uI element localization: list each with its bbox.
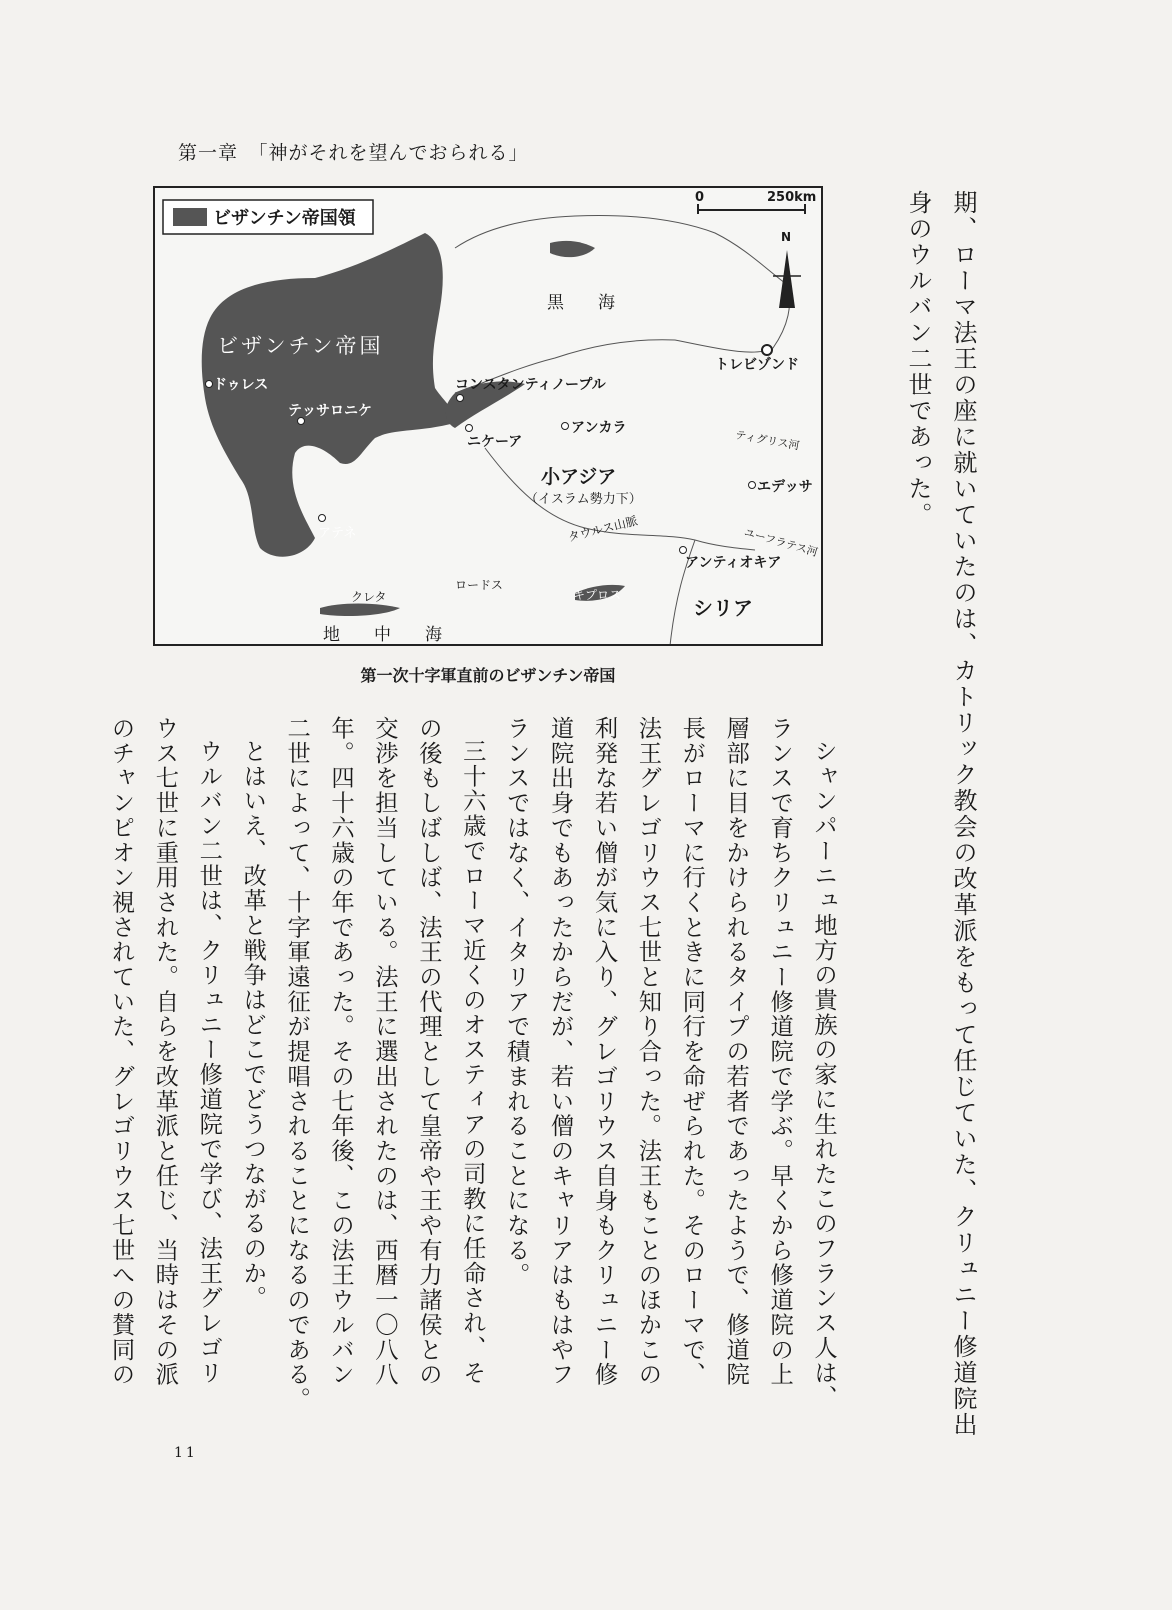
upper-line: 身のウルバン二世であった。 — [904, 190, 932, 528]
body-line: ウス七世に重用された。自らを改革派と任じ、当時はその派 — [151, 716, 179, 1387]
label-tigris: ティグリス河 — [734, 428, 801, 453]
body-line: 層部に目をかけられるタイプの若者であったようで、修道院 — [722, 716, 750, 1387]
label-taurus: タウルス山脈 — [566, 513, 640, 545]
label-edessa: エデッサ — [757, 479, 813, 495]
label-mediterranean: 地 中 海 — [323, 625, 442, 645]
figure-caption: 第一次十字軍直前のビザンチン帝国 — [360, 666, 616, 685]
body-line: 法王グレゴリウス七世と知り合った。法王もことのほかこの — [634, 716, 662, 1387]
body-line: 長がローマに行くときに同行を命ぜられた。そのローマで、 — [678, 716, 706, 1387]
label-trebizond: トレビゾンド — [715, 357, 799, 373]
body-line: 道院出身でもあったからだが、若い僧のキャリアはもはやフ — [546, 716, 574, 1387]
running-head: 第一章 「神がそれを望んでおられる」 — [178, 142, 529, 164]
label-syria: シリア — [693, 596, 753, 620]
label-athens: アテネ — [318, 526, 357, 541]
body-line: のチャンピオン視されていた、グレゴリウス七世への賛同の — [107, 716, 135, 1387]
empire-crimea — [550, 241, 595, 257]
body-line: シャンパーニュ地方の貴族の家に生れたこのフランス人は、 — [810, 739, 837, 1411]
scale-end: 250km — [767, 190, 817, 205]
body-line: ウルバン二世は、クリュニー修道院で学び、法王グレゴリ — [195, 739, 223, 1386]
label-crete: クレタ — [351, 590, 387, 604]
body-line: 年。四十六歳の年であった。その七年後、この法王ウルバン — [327, 716, 355, 1387]
label-nicaea: ニケーア — [467, 434, 523, 450]
label-black-sea: 黒 海 — [547, 293, 615, 313]
upper-line: 期、ローマ法王の座に就いていたのは、カトリック教会の改革派をもって任じていた、クリュニー修道院出 — [949, 190, 977, 1438]
empire-balkans — [202, 233, 455, 557]
empire-crete — [320, 604, 400, 617]
label-durres: ドゥレス — [213, 377, 269, 393]
label-constantinople: コンスタンティノープル — [455, 377, 606, 393]
label-euphrates: ユーフラテス河 — [742, 525, 820, 560]
label-cyprus: キプロス — [573, 588, 622, 602]
body-line: とはいえ、改革と戦争はどこでどうつながるのか。 — [239, 739, 267, 1311]
body-line: の後もしばしば、法王の代理として皇帝や王や有力諸侯との — [414, 716, 442, 1387]
body-line: 二世によって、十字軍遠征が提唱されることになるのである。 — [283, 716, 311, 1412]
label-islam: （イスラム勢力下） — [525, 492, 642, 507]
lower-text-block — [99, 716, 845, 1412]
upper-text-block — [895, 190, 985, 1520]
body-line: 利発な若い僧が気に入り、グレゴリウス自身もクリュニー修 — [590, 716, 618, 1387]
page-number: 11 — [174, 1445, 198, 1461]
label-asia-minor: 小アジア — [541, 466, 617, 488]
label-rhodes: ロードス — [455, 578, 503, 592]
body-line: 三十六歳でローマ近くのオスティアの司教に任命され、そ — [458, 739, 486, 1386]
scale-start: 0 — [695, 190, 705, 205]
label-antioch: アンティオキア — [685, 555, 782, 571]
north-label: N — [781, 230, 792, 244]
map-legend-label: ビザンチン帝国領 — [213, 208, 356, 229]
body-line: ランスで育ちクリュニー修道院で学ぶ。早くから修道院の上 — [766, 716, 794, 1387]
label-thessaloniki: テッサロニケ — [288, 403, 372, 419]
body-line: ランスではなく、イタリアで積まれることになる。 — [502, 716, 530, 1288]
map-figure — [153, 186, 823, 646]
label-empire: ビザンチン帝国 — [217, 334, 384, 358]
label-ankara: アンカラ — [571, 420, 627, 436]
body-line: 交渉を担当している。法王に選出されたのは、西暦一〇八八 — [370, 716, 398, 1387]
